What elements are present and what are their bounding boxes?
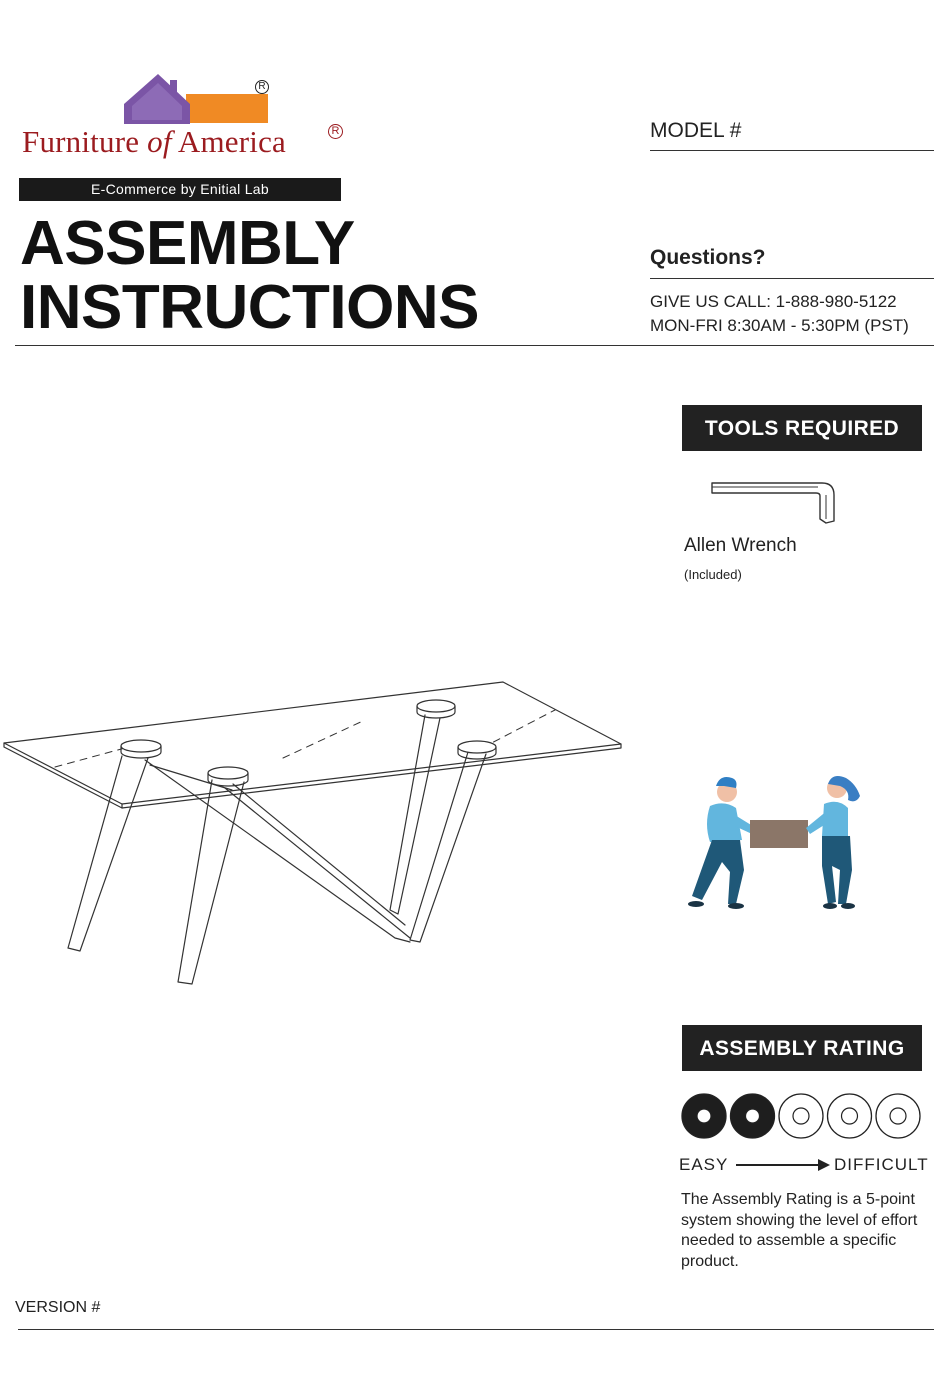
hours-line: MON-FRI 8:30AM - 5:30PM (PST)	[650, 316, 909, 335]
table-leg-center	[178, 780, 244, 984]
man-pants	[692, 840, 744, 904]
questions-divider	[650, 278, 934, 279]
rating-difficult-label: DIFFICULT	[834, 1155, 929, 1174]
brand-word-america: America	[177, 124, 287, 159]
questions-heading: Questions?	[650, 246, 766, 269]
rating-dot-filled	[682, 1094, 726, 1138]
table-leg-back-right	[390, 715, 440, 914]
brand-tagline: E-Commerce by Enitial Lab	[19, 178, 341, 201]
tools-required-heading: TOOLS REQUIRED	[682, 405, 922, 451]
model-number-label: MODEL #	[650, 119, 742, 142]
header-divider	[15, 345, 934, 346]
footer-divider	[18, 1329, 934, 1330]
contact-info	[650, 290, 909, 338]
house-logo-icon	[120, 70, 270, 126]
table-illustration	[0, 670, 640, 1000]
assembly-rating-scale	[680, 1092, 925, 1142]
woman-pants	[822, 836, 852, 904]
leg-disc-2	[208, 767, 248, 779]
hidden-edge-right	[482, 710, 555, 748]
leg-disc-3	[417, 700, 455, 712]
rating-easy-label: EASY	[679, 1155, 729, 1174]
title-line-1: ASSEMBLY	[20, 209, 355, 278]
brand-word-of: of	[147, 124, 172, 159]
cross-brace-inner	[233, 784, 405, 925]
rating-dot-empty	[828, 1094, 872, 1138]
brand-name	[22, 124, 286, 160]
assembly-rating-heading: ASSEMBLY RATING	[682, 1025, 922, 1071]
title-line-2: INSTRUCTIONS	[20, 273, 479, 342]
leg-disc-4	[458, 741, 496, 753]
two-person-carry-icon	[680, 770, 870, 915]
leg-disc-1	[121, 740, 161, 752]
rating-description: The Assembly Rating is a 5-point system showing the level of effort needed to assemble a specific product.	[681, 1191, 918, 1270]
rating-dot-empty	[876, 1094, 920, 1138]
allen-wrench-icon	[706, 478, 842, 526]
page-title	[20, 209, 479, 342]
carried-box	[750, 820, 808, 848]
phone-line: GIVE US CALL: 1-888-980-5122	[650, 292, 897, 311]
rating-dot-empty	[779, 1094, 823, 1138]
brand-word-furniture: Furniture	[22, 124, 140, 159]
logo-orange-bar	[186, 94, 268, 123]
brand-registered-mark: R	[328, 124, 343, 139]
logo-registered-mark: R	[255, 80, 269, 94]
table-leg-front-right	[410, 752, 486, 942]
tool-note: (Included)	[684, 567, 742, 582]
rating-arrow-icon	[736, 1157, 832, 1173]
rating-dot-filled	[731, 1094, 775, 1138]
glass-tabletop	[4, 682, 621, 804]
brand-logo	[120, 70, 270, 126]
table-leg-front-left	[68, 756, 148, 951]
tool-name: Allen Wrench	[684, 535, 797, 556]
glass-tabletop-edge	[4, 743, 621, 808]
model-number-line	[650, 150, 934, 151]
logo-chimney	[170, 80, 177, 94]
version-label: VERSION #	[15, 1299, 101, 1316]
hidden-edge-center	[283, 720, 365, 758]
hidden-edge-left	[55, 748, 125, 767]
cross-brace-left	[145, 760, 410, 942]
